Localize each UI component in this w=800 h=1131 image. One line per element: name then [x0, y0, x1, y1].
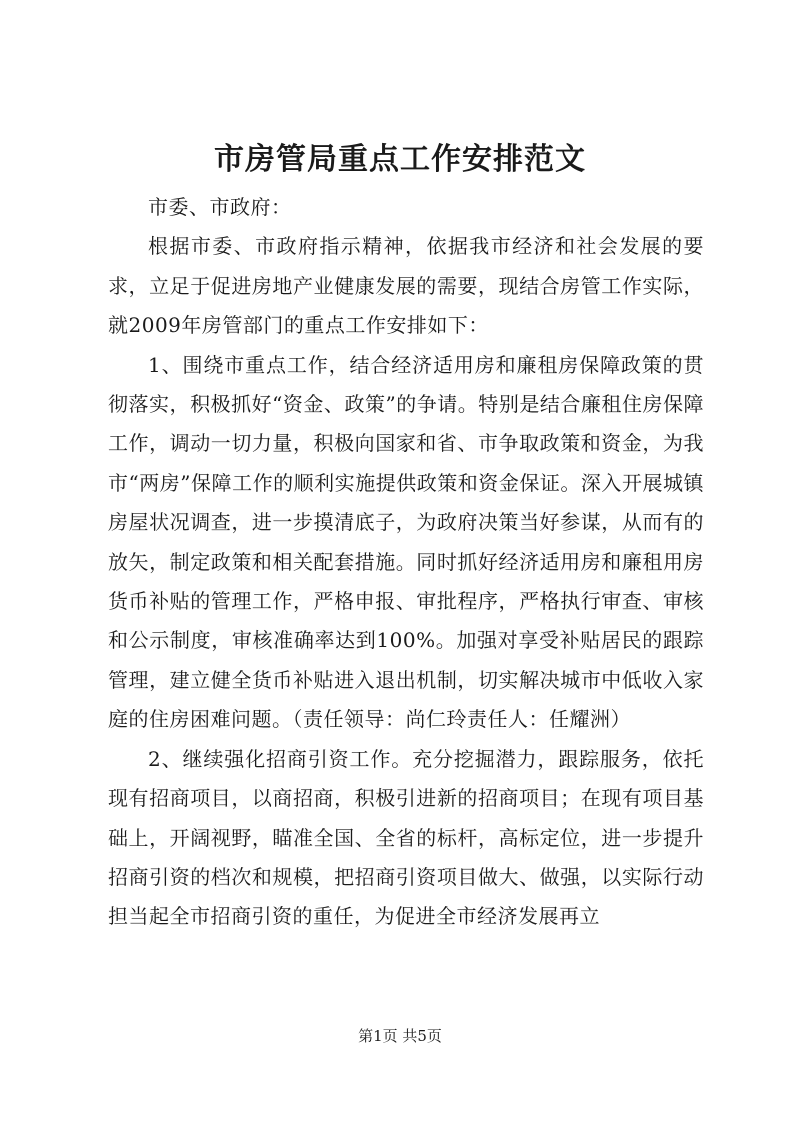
- document-body: [108, 188, 704, 937]
- salutation: 市委、市政府：: [148, 195, 292, 219]
- paragraph-item-2: 2、继续强化招商引资工作。充分挖掘潜力，跟踪服务，依托现有招商项目，以商招商，积极引进新的招商项目；在现有项目基础上，开阔视野，瞄准全国、全省的标杆，高标定位，进一步提升招商引资的档次和规模，把招商引资项目做大、做强，以实际行动担当起全市招商引资的重任，为促进全市经济发展再立: [108, 746, 704, 929]
- paragraph-intro: 根据市委、市政府指示精神，依据我市经济和社会发展的要求，立足于促进房地产业健康发展的需要，现结合房管工作实际，就2009年房管部门的重点工作安排如下：: [108, 234, 704, 338]
- paragraph-item-1: 1、围绕市重点工作，结合经济适用房和廉租房保障政策的贯彻落实，积极抓好“资金、政策”的争请。特别是结合廉租住房保障工作，调动一切力量，积极向国家和省、市争取政策和资金，为我市“两房”保障工作的顺利实施提供政策和资金保证。深入开展城镇房屋状况调查，进一步摸清底子，为政府决策当好参谋，从而有的放矢，制定政策和相关配套措施。同时抓好经济适用房和廉租用房货币补贴的管理工作，严格申报、审批程序，严格执行审查、审核和公示制度，审核准确率达到100%。加强对享受补贴居民的跟踪管理，建立健全货币补贴进入退出机制，切实解决城市中低收入家庭的住房困难问题。（责任领导：尚仁玲责任人：任耀洲）: [108, 352, 704, 732]
- document-title: 市房管局重点工作安排范文: [214, 142, 586, 177]
- page-number-footer: 第1页 共5页: [358, 1027, 442, 1045]
